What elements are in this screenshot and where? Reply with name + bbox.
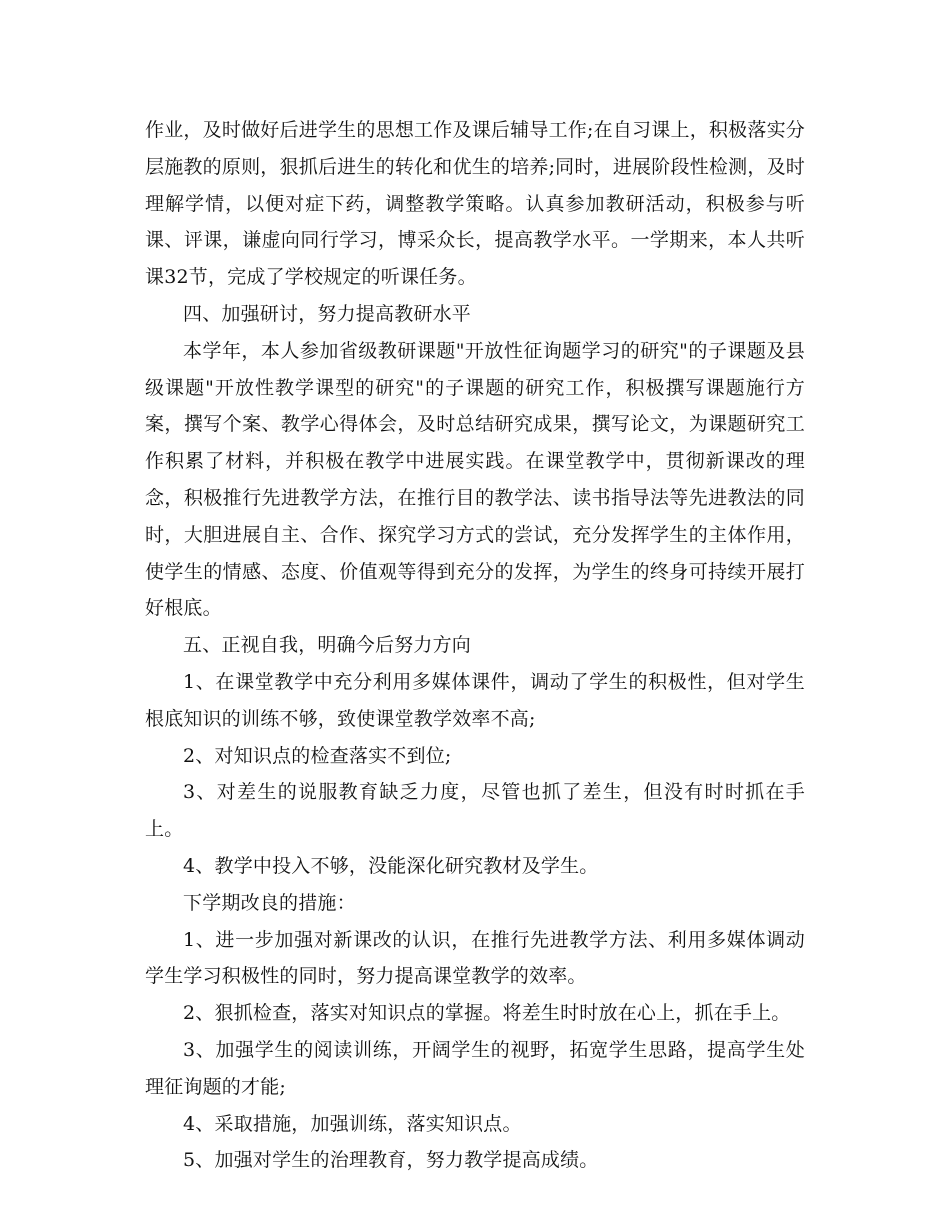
list-item-measure-4: 4、采取措施，加强训练，落实知识点。 <box>183 1112 522 1135</box>
list-item-measure-3: 3、加强学生的阅读训练，开阔学生的视野，拓宽学生思路，提高学生处理征询题的才能; <box>145 1038 805 1098</box>
document-body <box>145 112 805 1179</box>
list-item-shortcoming-4: 4、教学中投入不够，没能深化研究教材及学生。 <box>183 854 599 877</box>
list-item-shortcoming-1: 1、在课堂教学中充分利用多媒体课件，调动了学生的积极性，但对学生根底知识的训练不够，致使课堂教学效率不高; <box>145 670 805 730</box>
section-heading-five: 五、正视自我，明确今后努力方向 <box>183 634 472 657</box>
list-item-measure-1: 1、进一步加强对新课改的认识，在推行先进教学方法、利用多媒体调动学生学习积极性的同时，努力提高课堂教学的效率。 <box>145 928 805 988</box>
list-item-measure-5: 5、加强对学生的治理教育，努力教学提高成绩。 <box>183 1149 599 1172</box>
list-item-shortcoming-3: 3、对差生的说服教育缺乏力度，尽管也抓了差生，但没有时时抓在手上。 <box>145 781 805 841</box>
list-item-shortcoming-2: 2、对知识点的检查落实不到位; <box>183 744 452 767</box>
section-heading-four: 四、加强研讨，努力提高教研水平 <box>183 302 472 325</box>
paragraph-continuation: 作业，及时做好后进学生的思想工作及课后辅导工作;在自习课上，积极落实分层施教的原则，狠抓后进生的转化和优生的培养;同时，进展阶段性检测，及时理解学情，以便对症下药，调整教学策略。认真参加教研活动，积极参与听课、评课，谦虚向同行学习，博采众长，提高教学水平。一学期来，本人共听课32节，完成了学校规定的听课任务。 <box>145 119 805 289</box>
list-item-measure-2: 2、狠抓检查，落实对知识点的掌握。将差生时时放在心上，抓在手上。 <box>183 1002 791 1025</box>
paragraph-research: 本学年，本人参加省级教研课题"开放性征询题学习的研究"的子课题及县级课题"开放性教学课型的研究"的子课题的研究工作，积极撰写课题施行方案，撰写个案、教学心得体会，及时总结研究成果，撰写论文，为课题研究工作积累了材料，并积极在教学中进展实践。在课堂教学中，贯彻新课改的理念，积极推行先进教学方法，在推行目的教学法、读书指导法等先进教法的同时，大胆进展自主、合作、探究学习方式的尝试，充分发挥学生的主体作用，使学生的情感、态度、价值观等得到充分的发挥，为学生的终身可持续开展打好根底。 <box>145 339 805 620</box>
subheading-measures: 下学期改良的措施： <box>183 891 356 914</box>
